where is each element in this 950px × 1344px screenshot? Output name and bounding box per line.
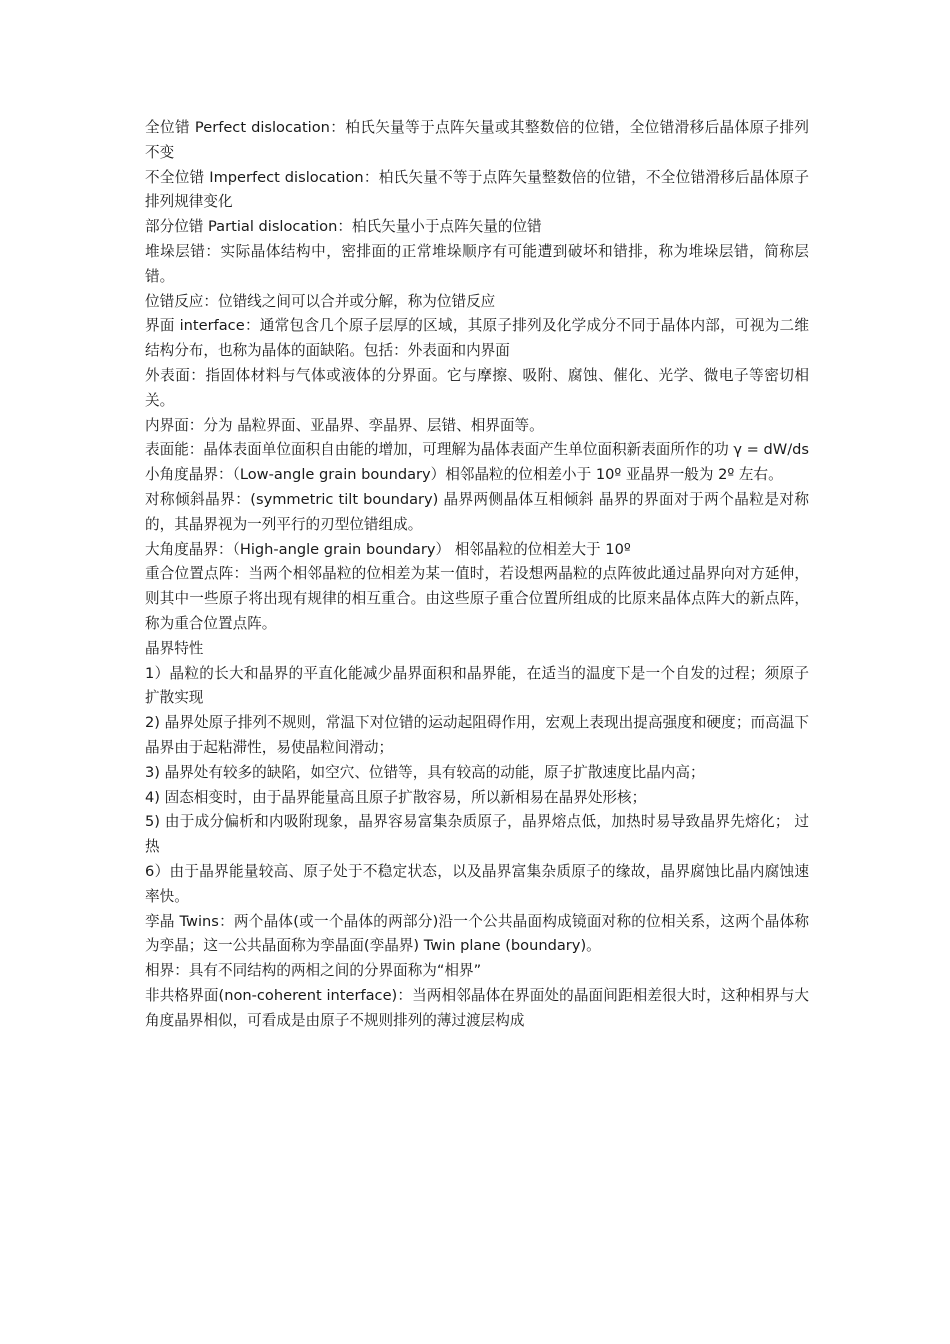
term-inner-interface: 内界面：分为 晶粒界面、亚晶界、孪晶界、层错、相界面等。 <box>145 416 544 434</box>
term-imperfect-dislocation: 不全位错 Imperfect dislocation：柏氏矢量不等于点阵矢量整数倍的位错，不全位错滑移后晶体原子排列规律变化 <box>145 168 809 211</box>
list-item-4: 4) 固态相变时，由于晶界能量高且原子扩散容易，所以新相易在晶界处形核； <box>145 788 647 806</box>
term-low-angle-boundary: 小角度晶界：（Low-angle grain boundary）相邻晶粒的位相差小于 10º 亚晶界一般为 2º 左右。 <box>145 466 783 484</box>
term-interface: 界面 interface：通常包含几个原子层厚的区域，其原子排列及化学成分不同于晶体内部，可视为二维结构分布，也称为晶体的面缺陷。包括：外表面和内界面 <box>145 317 809 360</box>
list-item-3: 3) 晶界处有较多的缺陷，如空穴、位错等，具有较高的动能，原子扩散速度比晶内高； <box>145 763 705 781</box>
term-stacking-fault: 堆垛层错：实际晶体结构中，密排面的正常堆垛顺序有可能遭到破坏和错排，称为堆垛层错，简称层错。 <box>145 242 809 285</box>
term-twins: 孪晶 Twins：两个晶体(或一个晶体的两部分)沿一个公共晶面构成镜面对称的位相关系，这两个晶体称为孪晶；这一公共晶面称为孪晶面(孪晶界) Twin plane (boundary)。 <box>145 912 809 955</box>
document-body <box>145 116 809 1033</box>
term-perfect-dislocation: 全位错 Perfect dislocation：柏氏矢量等于点阵矢量或其整数倍的位错，全位错滑移后晶体原子排列不变 <box>145 119 809 161</box>
list-item-2: 2) 晶界处原子排列不规则，常温下对位错的运动起阻碍作用，宏观上表现出提高强度和硬度；而高温下晶界由于起粘滞性，易使晶粒间滑动； <box>145 714 809 756</box>
term-partial-dislocation: 部分位错 Partial dislocation：柏氏矢量小于点阵矢量的位错 <box>145 218 542 236</box>
term-outer-surface: 外表面：指固体材料与气体或液体的分界面。它与摩擦、吸附、腐蚀、催化、光学、微电子等密切相关。 <box>145 366 809 409</box>
term-phase-boundary: 相界：具有不同结构的两相之间的分界面称为“相界” <box>145 962 482 980</box>
term-surface-energy: 表面能：晶体表面单位面积自由能的增加，可理解为晶体表面产生单位面积新表面所作的功 γ = dW/ds <box>145 441 810 459</box>
list-item-5: 5) 由于成分偏析和内吸附现象，晶界容易富集杂质原子，晶界熔点低，加热时易导致晶界先熔化； 过热 <box>145 813 809 856</box>
section-heading-grain-boundary-properties: 晶界特性 <box>145 639 204 657</box>
term-high-angle-boundary: 大角度晶界：（High-angle grain boundary） 相邻晶粒的位相差大于 10º <box>145 540 631 558</box>
list-item-1: 1）晶粒的长大和晶界的平直化能减少晶界面积和晶界能，在适当的温度下是一个自发的过程；须原子扩散实现 <box>145 664 809 707</box>
term-coincidence-site-lattice: 重合位置点阵：当两个相邻晶粒的位相差为某一值时，若设想两晶粒的点阵彼此通过晶界向对方延伸，则其中一些原子将出现有规律的相互重合。由这些原子重合位置所组成的比原来晶体点阵大的新点阵，称为重合位置点阵。 <box>145 565 809 632</box>
term-symmetric-tilt-boundary: 对称倾斜晶界：(symmetric tilt boundary) 晶界两侧晶体互相倾斜 晶界的界面对于两个晶粒是对称的，其晶界视为一列平行的刃型位错组成。 <box>145 490 809 533</box>
term-dislocation-reaction: 位错反应：位错线之间可以合并或分解，称为位错反应 <box>145 292 496 310</box>
list-item-6: 6）由于晶界能量较高、原子处于不稳定状态，以及晶界富集杂质原子的缘故，晶界腐蚀比晶内腐蚀速率快。 <box>145 862 809 905</box>
term-non-coherent-interface: 非共格界面(non-coherent interface)：当两相邻晶体在界面处的晶面间距相差很大时，这种相界与大角度晶界相似，可看成是由原子不规则排列的薄过渡层构成 <box>145 986 809 1029</box>
